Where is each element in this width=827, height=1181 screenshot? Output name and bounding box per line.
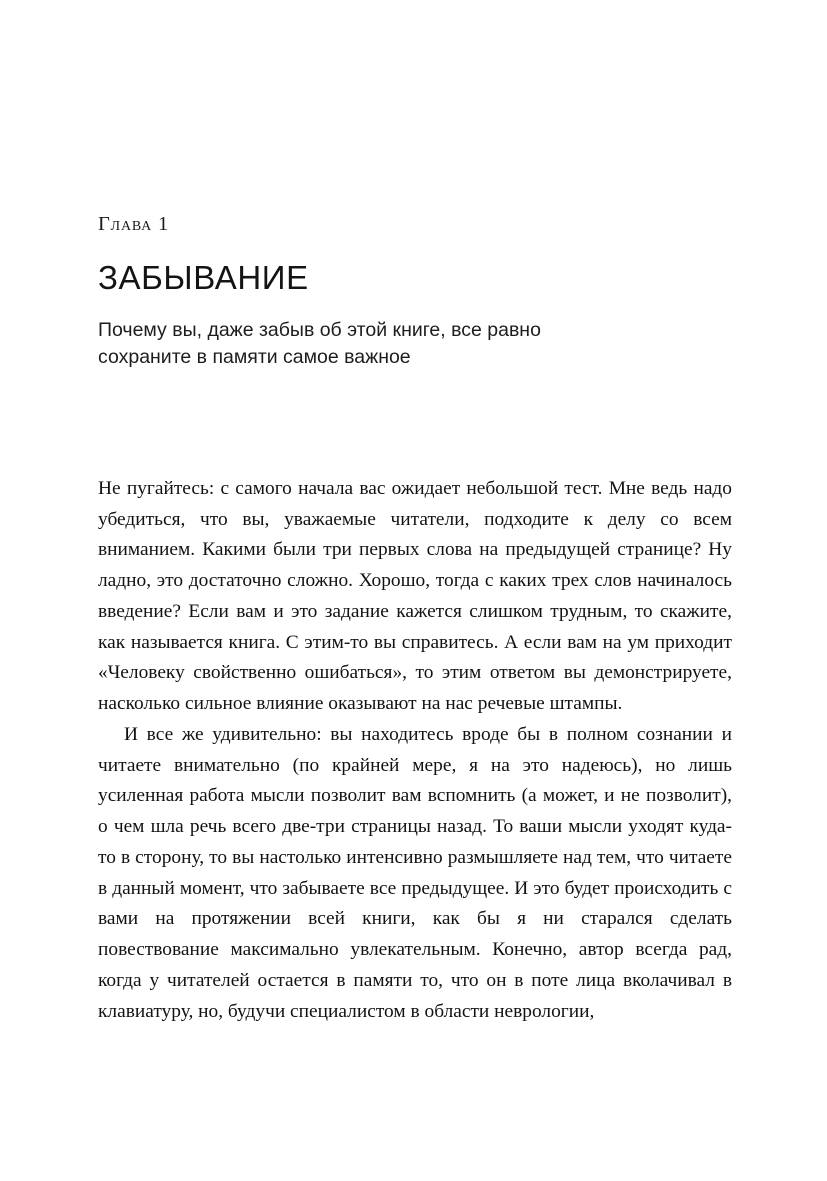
chapter-label: Глава 1 <box>98 213 169 235</box>
chapter-subtitle: Почему вы, даже забыв об этой книге, все равно сохраните в памяти самое важное <box>98 318 541 369</box>
body-text-block <box>98 474 732 1028</box>
page-title: ЗАБЫВАНИЕ <box>98 258 309 296</box>
page-content <box>98 212 732 1027</box>
paragraph: Не пугайтесь: с самого начала вас ожидает небольшой тест. Мне ведь надо убедиться, что вы, уважаемые читатели, подходите к делу со всем вниманием. Какими были три первых слова на предыдущей странице? Ну ладно, это достаточно сложно. Хорошо, тогда с каких трех слов начиналось введение? Если вам и это задание кажется слишком трудным, то скажите, как называется книга. С этим-то вы справитесь. А если вам на ум приходит «Человеку свойственно ошибаться», то этим ответом вы демонстрируете, насколько сильное влияние оказывают на нас речевые штампы. <box>98 477 732 715</box>
paragraph: И все же удивительно: вы находитесь вроде бы в полном сознании и читаете внимательно (по крайней мере, я на это надеюсь), но лишь усиленная работа мысли позволит вам вспомнить (а может, и не позволит), о чем шла речь всего две-три страницы назад. То ваши мысли уходят куда-то в сторону, то вы настолько интенсивно размышляете над тем, что читаете в данный момент, что забываете все предыдущее. И это будет происходить с вами на протяжении всей книги, как бы я ни старался сделать повествование максимально увлекательным. Конечно, автор всегда рад, когда у читателей остается в памяти то, что он в поте лица вколачивал в клавиатуру, но, будучи специалистом в области неврологии, <box>98 723 732 1022</box>
